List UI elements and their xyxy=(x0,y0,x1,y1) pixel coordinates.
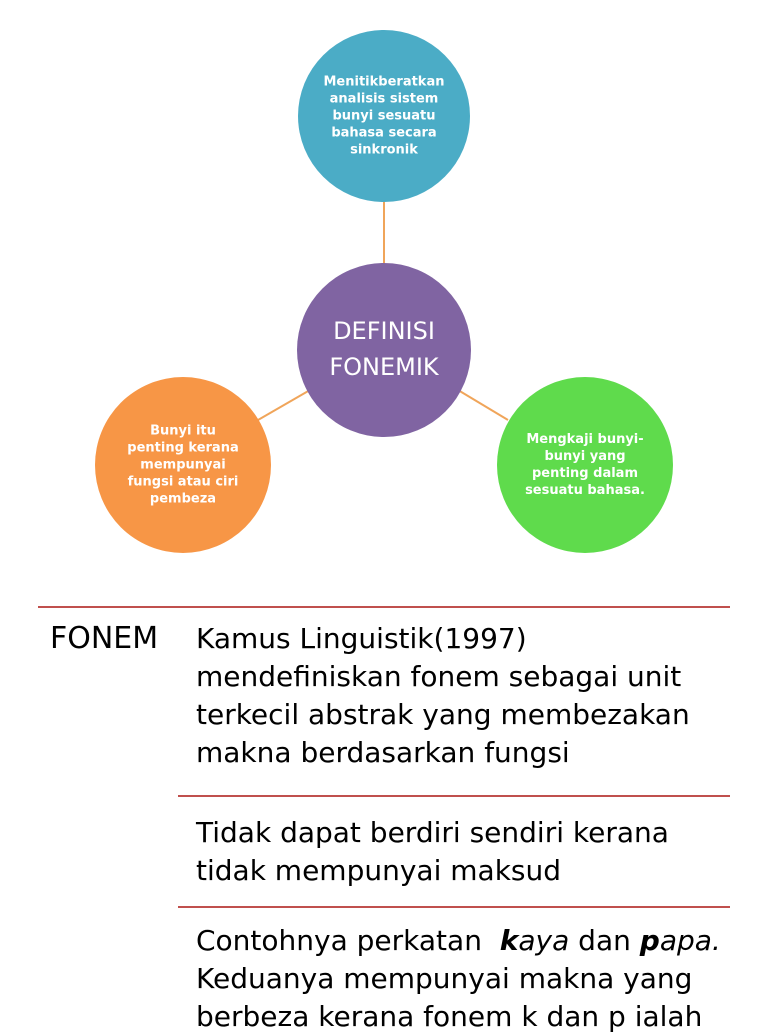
node-top-line: Menitikberatkan xyxy=(323,74,445,90)
divider-middle xyxy=(178,795,730,797)
node-left-line: penting kerana xyxy=(127,440,239,456)
block3-line-1 xyxy=(196,922,756,960)
block1-line: Kamus Linguistik(1997) xyxy=(196,622,527,655)
example-word-1-initial: k xyxy=(499,924,519,957)
block3-line-2: Keduanya mempunyai makna yang xyxy=(196,962,693,995)
node-left-line: Bunyi itu xyxy=(150,423,216,439)
block2-line: Tidak dapat berdiri sendiri kerana xyxy=(196,816,669,849)
fonem-label: FONEM xyxy=(50,621,159,656)
definition-block-3 xyxy=(196,922,756,1036)
example-word-1-rest: aya xyxy=(518,924,570,957)
node-left-line: pembeza xyxy=(149,491,217,507)
example-word-2-rest: apa. xyxy=(659,924,721,957)
node-right-line: penting dalam xyxy=(532,466,638,481)
block2-line: tidak mempunyai maksud xyxy=(196,854,562,887)
node-left-line: fungsi atau ciri xyxy=(127,474,239,490)
block3-connector: dan xyxy=(578,924,631,957)
node-top xyxy=(298,30,470,202)
node-right xyxy=(497,377,673,553)
node-right-circle xyxy=(497,377,673,553)
node-center-line: FONEMIK xyxy=(329,353,439,381)
node-center xyxy=(297,263,471,437)
definition-block-2 xyxy=(196,814,756,890)
block1-line: mendefiniskan fonem sebagai unit xyxy=(196,660,682,693)
node-center-line: DEFINISI xyxy=(333,317,435,345)
block3-line-3: berbeza kerana fonem k dan p ialah xyxy=(196,1000,703,1033)
node-top-line: sinkronik xyxy=(350,142,418,158)
node-center-circle xyxy=(297,263,471,437)
definition-block-1 xyxy=(196,620,756,772)
connector-right xyxy=(458,390,508,420)
node-right-line: bunyi yang xyxy=(544,449,626,464)
node-top-line: analisis sistem xyxy=(329,91,439,107)
node-left xyxy=(95,377,271,553)
block3-intro: Contohnya perkatan xyxy=(196,924,482,957)
example-word-2-initial: p xyxy=(639,924,660,957)
node-top-line: bunyi sesuatu xyxy=(332,108,436,124)
connector-left xyxy=(258,390,310,420)
divider-bottom xyxy=(178,906,730,908)
node-right-line: sesuatu bahasa. xyxy=(525,483,645,498)
block1-line: terkecil abstrak yang membezakan xyxy=(196,698,690,731)
node-left-line: mempunyai xyxy=(140,457,226,473)
divider-top xyxy=(38,606,730,608)
node-right-line: Mengkaji bunyi- xyxy=(526,432,644,447)
node-top-line: bahasa secara xyxy=(331,125,437,141)
block1-line: makna berdasarkan fungsi xyxy=(196,736,570,769)
